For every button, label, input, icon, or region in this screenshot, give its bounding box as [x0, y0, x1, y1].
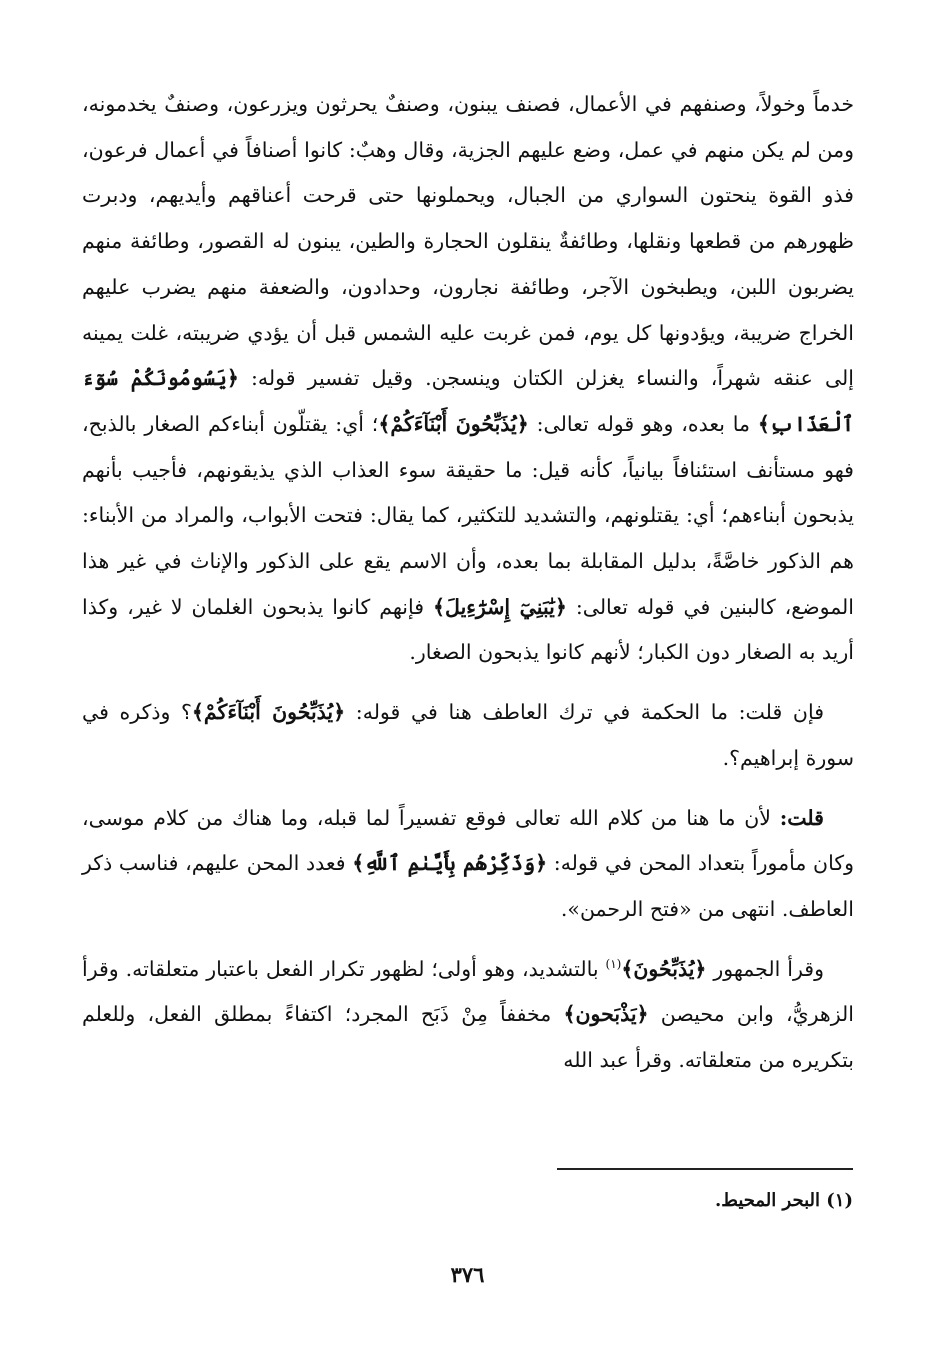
text-segment: بالتشديد، وهو أولى؛ لظهور تكرار الفعل باعتبار متعلقاته. وقرأ الزهريُّ، وابن محيصن — [82, 956, 854, 1027]
paragraph — [82, 947, 854, 1084]
text-segment: مخففاً مِنْ ذَبَح المجرد؛ اكتفاءً بمطلق الفعل، وللعلم بتكريره من متعلقاته. وقرأ عبد الله — [82, 1002, 854, 1073]
footnote-marker: (١) — [605, 956, 622, 971]
quran-quote: ﴿يُذَبِّحُونَ أَبْنَآءَكُمْ﴾ — [191, 700, 346, 725]
footnote-divider — [557, 1168, 853, 1170]
text-segment: خدماً وخولاً، وصنفهم في الأعمال، فصنف يبنون، وصنفٌ يحرثون ويزرعون، وصنفٌ يخدمونه، ومن لم يكن منهم في عمل، وضع عليهم الجزية، وقال وهبٌ: كانوا أصنافاً في أعمال فرعون، فذو القوة ينحتون السواري من الجبال، ويحملونها حتى قرحت أعناقهم وأيديهم، ودبرت ظهورهم من قطعها ونقلها، وطائفةٌ ينقلون الحجارة والطين، يبنون له القصور، وطائفة منهم يضربون اللبن، ويطبخون الآجر، وطائفة نجارون، وحدادون، والضعفة منهم يضرب عليهم الخراج ضريبة، ويؤدونها كل يوم، فمن غربت عليه الشمس قبل أن يؤدي ضريبته، غلت يمينه إلى عنقه شهراً، والنساء يغزلن الكتان وينسجن. وقيل تفسير قوله: — [82, 92, 854, 391]
text-segment: ؛ أي: يقتلّون أبناءكم الصغار بالذبح، فهو مستأنف استئنافاً بيانياً، كأنه قيل: ما حقيقة سوء العذاب الذي يذيقونهم، فأجيب بأنهم يذبحون أبناءهم؛ أي: يقتلونهم، والتشديد للتكثير، كما يقال: فتحت الأبواب، والمراد من الأبناء: هم الذكور خاصَّةً، بدليل المقابلة بما بعده، وأن الاسم يقع على الذكور والإناث في غير هذا الموضع، كالبنين في قوله تعالى: — [82, 411, 854, 619]
paragraph — [82, 690, 854, 781]
text-segment: فإنهم كانوا يذبحون الغلمان لا غير، وكذا أريد به الصغار دون الكبار؛ لأنهم كانوا يذبحون الصغار. — [82, 594, 854, 665]
quran-quote: ﴿وَذَكِّرْهُم بِأَيَّىٰمِ ٱللَّهِ﴾ — [352, 851, 548, 876]
footnote: (١) البحر المحيط. — [714, 1190, 853, 1211]
paragraph — [82, 796, 854, 933]
quran-quote: ﴿يَٰبَنِيٓ إِسْرَٰٓءِيلَ﴾ — [433, 594, 567, 619]
text-segment: ما بعده، وهو قوله تعالى: — [528, 411, 758, 436]
paragraph — [82, 82, 854, 676]
text-segment: فإن قلت: ما الحكمة في ترك العاطف هنا في قوله: — [345, 700, 825, 725]
text-segment: ؟ وذكره في سورة إبراهيم؟. — [82, 700, 854, 770]
text-segment: فعدد المحن عليهم، فناسب ذكر العاطف. انتهى من «فتح الرحمن». — [82, 851, 854, 921]
page-number: ٣٧٦ — [450, 1262, 485, 1287]
quran-quote: ﴿يَسُومُونَكُمْ سُوٓءَ ٱلْعَذَابِ﴾ — [82, 366, 854, 436]
quran-quote: ﴿يَذْبَحون﴾ — [563, 1002, 649, 1027]
quran-quote: ﴿يُذَبِّحُونَ﴾ — [621, 956, 707, 981]
text-segment: لأن ما هنا من كلام الله تعالى فوقع تفسيراً لما قبله، وما هناك من كلام موسى، وكان مأموراً بتعداد المحن في قوله: — [82, 805, 854, 876]
page-body — [82, 82, 854, 1084]
bold-label: قلت: — [779, 805, 824, 830]
quran-quote: ﴿يُذَبِّحُونَ أَبْنَآءَكُمْ﴾ — [378, 411, 529, 436]
text-segment: وقرأ الجمهور — [706, 956, 824, 981]
